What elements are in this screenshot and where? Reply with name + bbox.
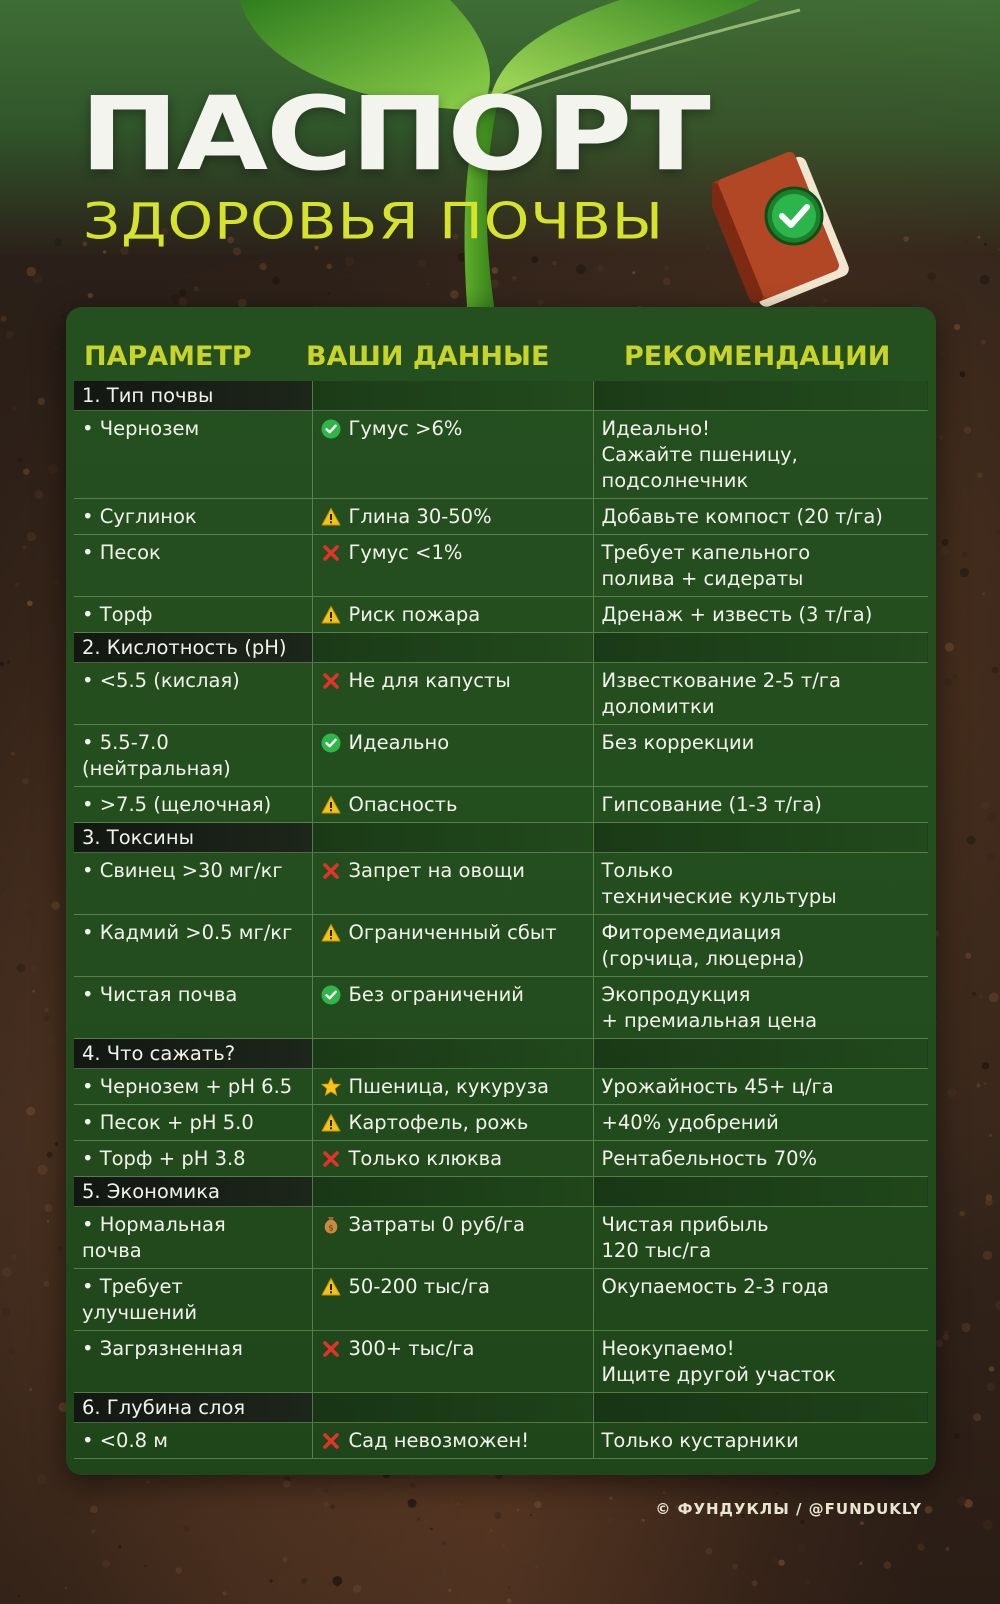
data-cell [312, 411, 593, 499]
data-cell [312, 663, 593, 725]
cross-icon [321, 543, 341, 563]
cross-icon [321, 1149, 341, 1169]
money-bag-icon [321, 1215, 341, 1235]
data-value: Затраты 0 руб/га [348, 1213, 525, 1236]
warning-icon [321, 923, 341, 943]
section-label: 3. Токсины [74, 823, 312, 853]
data-value: Сад невозможен! [348, 1429, 530, 1452]
data-cell-content [321, 1074, 585, 1100]
column-header-parameter: ПАРАМЕТР [84, 341, 252, 372]
parameter-cell: • Нормальная почва [74, 1207, 312, 1269]
table-row [74, 853, 928, 915]
recommendation-cell: Рентабельность 70% [593, 1141, 928, 1177]
cross-icon [321, 1431, 341, 1451]
cross-icon [321, 1339, 341, 1359]
data-cell [312, 597, 593, 633]
data-value: Глина 30-50% [348, 505, 492, 528]
section-label: 2. Кислотность (pH) [74, 633, 312, 663]
data-cell [312, 535, 593, 597]
table-row [74, 1331, 928, 1393]
section-fill [593, 381, 928, 411]
data-cell-content [321, 982, 585, 1008]
table-row [74, 499, 928, 535]
data-cell [312, 977, 593, 1039]
data-cell-content [321, 920, 585, 946]
section-fill [312, 1177, 593, 1207]
recommendation-cell: Экопродукция + премиальная цена [593, 977, 928, 1039]
section-label: 6. Глубина слоя [74, 1393, 312, 1423]
data-cell [312, 1105, 593, 1141]
data-value: Без ограничений [348, 983, 524, 1006]
data-cell [312, 1207, 593, 1269]
data-cell [312, 1331, 593, 1393]
recommendation-cell: Чистая прибыль 120 тыс/га [593, 1207, 928, 1269]
table-row [74, 411, 928, 499]
check-icon [321, 985, 341, 1005]
recommendation-cell: Гипсование (1-3 т/га) [593, 787, 928, 823]
warning-icon [321, 795, 341, 815]
table-row [74, 1141, 928, 1177]
data-cell [312, 1423, 593, 1459]
parameter-cell: • >7.5 (щелочная) [74, 787, 312, 823]
data-value: 300+ тыс/га [348, 1337, 475, 1360]
parameter-cell: • Песок + pH 5.0 [74, 1105, 312, 1141]
recommendation-cell: Урожайность 45+ ц/га [593, 1069, 928, 1105]
warning-icon [321, 1113, 341, 1133]
parameter-cell: • Торф + pH 3.8 [74, 1141, 312, 1177]
recommendation-cell: Добавьте компост (20 т/га) [593, 499, 928, 535]
data-value: Пшеница, кукуруза [348, 1075, 549, 1098]
section-label: 4. Что сажать? [74, 1039, 312, 1069]
data-value: Картофель, рожь [348, 1111, 529, 1134]
data-cell [312, 853, 593, 915]
section-fill [593, 633, 928, 663]
recommendation-cell: +40% удобрений [593, 1105, 928, 1141]
table-row [74, 1423, 928, 1459]
cross-icon [321, 861, 341, 881]
section-header-row [74, 1177, 928, 1207]
data-cell-content [321, 1274, 585, 1300]
data-cell [312, 915, 593, 977]
section-fill [312, 633, 593, 663]
table-row [74, 1105, 928, 1141]
table-row [74, 1069, 928, 1105]
recommendation-cell: Только технические культуры [593, 853, 928, 915]
recommendation-cell: Известкование 2-5 т/га доломитки [593, 663, 928, 725]
table-row [74, 663, 928, 725]
section-header-row [74, 633, 928, 663]
recommendation-cell: Фиторемедиация (горчица, люцерна) [593, 915, 928, 977]
parameter-cell: • Чернозем [74, 411, 312, 499]
parameter-cell: • Песок [74, 535, 312, 597]
table-row [74, 597, 928, 633]
data-cell-content [321, 602, 585, 628]
page-subtitle: ЗДОРОВЬЯ ПОЧВЫ [83, 192, 665, 251]
svg-text:$: $ [327, 1223, 334, 1233]
parameter-cell: • Свинец >30 мг/кг [74, 853, 312, 915]
recommendation-cell: Идеально! Сажайте пшеницу, подсолнечник [593, 411, 928, 499]
data-cell [312, 1069, 593, 1105]
data-value: Не для капусты [348, 669, 511, 692]
parameter-cell: • Торф [74, 597, 312, 633]
recommendation-cell: Окупаемость 2-3 года [593, 1269, 928, 1331]
column-header-recommendations: РЕКОМЕНДАЦИИ [624, 341, 891, 372]
table-row [74, 787, 928, 823]
table-row [74, 915, 928, 977]
section-header-row [74, 1039, 928, 1069]
data-cell-content [321, 668, 585, 694]
cross-icon [321, 671, 341, 691]
page-title: ПАСПОРТ [80, 74, 709, 194]
recommendation-cell: Только кустарники [593, 1423, 928, 1459]
data-value: Опасность [348, 793, 458, 816]
section-fill [312, 823, 593, 853]
data-cell-content [321, 730, 585, 756]
data-value: 50-200 тыс/га [348, 1275, 491, 1298]
recommendation-cell: Неокупаемо! Ищите другой участок [593, 1331, 928, 1393]
recommendation-cell: Без коррекции [593, 725, 928, 787]
data-value: Идеально [348, 731, 450, 754]
data-cell [312, 499, 593, 535]
soil-passport-panel [66, 307, 936, 1475]
book-icon [712, 144, 862, 314]
data-cell [312, 1141, 593, 1177]
data-cell-content [321, 1110, 585, 1136]
data-cell-content [321, 1212, 585, 1238]
parameter-cell: • 5.5-7.0 (нейтральная) [74, 725, 312, 787]
table-row [74, 977, 928, 1039]
section-fill [312, 381, 593, 411]
footer-credit: © ФУНДУКЛЫ / @FUNDUKLY [655, 1500, 922, 1518]
star-icon [321, 1077, 341, 1097]
column-header-your-data: ВАШИ ДАННЫЕ [306, 341, 550, 372]
parameter-cell: • Чернозем + pH 6.5 [74, 1069, 312, 1105]
parameter-cell: • Суглинок [74, 499, 312, 535]
parameter-cell: • Требует улучшений [74, 1269, 312, 1331]
recommendation-cell: Дренаж + известь (3 т/га) [593, 597, 928, 633]
data-cell-content [321, 1146, 585, 1172]
table-row [74, 1269, 928, 1331]
warning-icon [321, 507, 341, 527]
section-header-row [74, 381, 928, 411]
data-cell-content [321, 858, 585, 884]
section-fill [312, 1039, 593, 1069]
recommendation-cell: Требует капельного полива + сидераты [593, 535, 928, 597]
data-value: Только клюква [348, 1147, 503, 1170]
data-cell-content [321, 1336, 585, 1362]
data-cell [312, 1269, 593, 1331]
section-header-row [74, 1393, 928, 1423]
check-icon [321, 419, 341, 439]
data-cell-content [321, 1428, 585, 1454]
data-value: Гумус >6% [348, 417, 463, 440]
warning-icon [321, 605, 341, 625]
data-cell-content [321, 504, 585, 530]
data-value: Запрет на овощи [348, 859, 525, 882]
parameter-cell: • Загрязненная [74, 1331, 312, 1393]
table-row [74, 725, 928, 787]
data-cell-content [321, 416, 585, 442]
data-cell [312, 725, 593, 787]
data-value: Риск пожара [348, 603, 481, 626]
section-fill [593, 1393, 928, 1423]
soil-passport-table [74, 381, 928, 1459]
table-row [74, 535, 928, 597]
check-icon [321, 733, 341, 753]
parameter-cell: • Кадмий >0.5 мг/кг [74, 915, 312, 977]
section-fill [593, 1177, 928, 1207]
parameter-cell: • <0.8 м [74, 1423, 312, 1459]
data-value: Ограниченный сбыт [348, 921, 557, 944]
parameter-cell: • <5.5 (кислая) [74, 663, 312, 725]
data-cell-content [321, 540, 585, 566]
data-value: Гумус <1% [348, 541, 463, 564]
parameter-cell: • Чистая почва [74, 977, 312, 1039]
section-label: 1. Тип почвы [74, 381, 312, 411]
data-cell-content [321, 792, 585, 818]
section-fill [593, 823, 928, 853]
section-fill [312, 1393, 593, 1423]
section-label: 5. Экономика [74, 1177, 312, 1207]
data-cell [312, 787, 593, 823]
warning-icon [321, 1277, 341, 1297]
section-header-row [74, 823, 928, 853]
table-row [74, 1207, 928, 1269]
section-fill [593, 1039, 928, 1069]
